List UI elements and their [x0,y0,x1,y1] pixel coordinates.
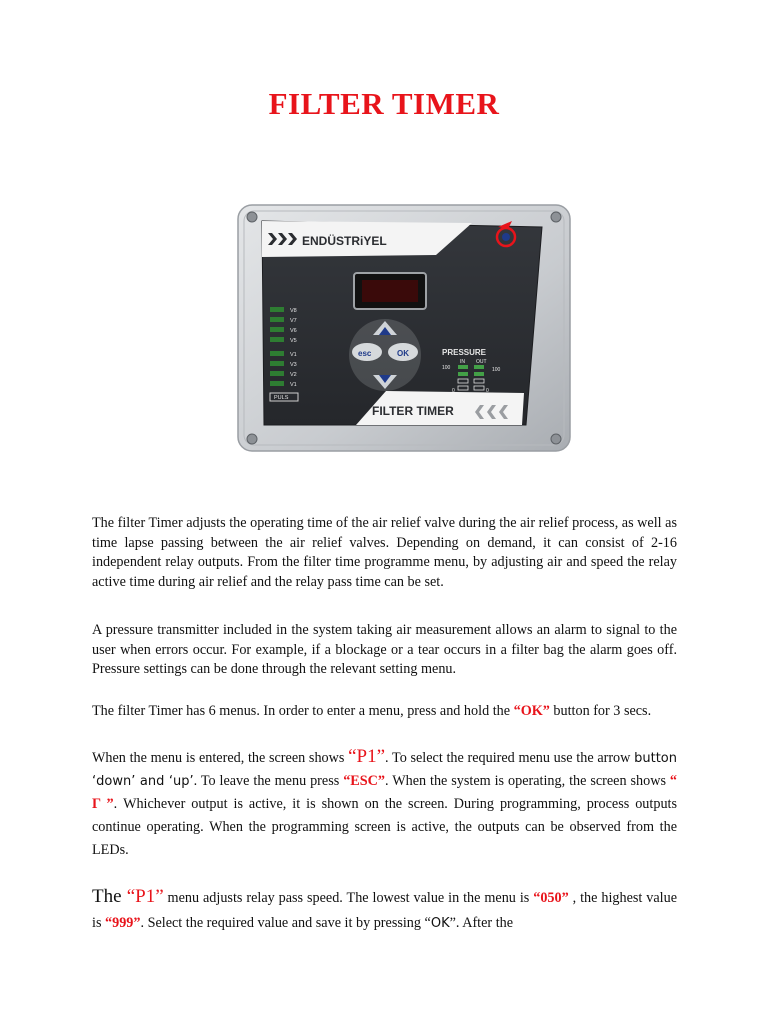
p1-menu-highlight: “P1” [126,886,164,907]
svg-text:V1: V1 [290,382,297,388]
filter-timer-device-image [236,203,572,453]
svg-text:V1: V1 [290,352,297,358]
svg-text:V8: V8 [290,308,297,314]
svg-text:IN: IN [460,359,465,365]
svg-text:PULS: PULS [274,395,289,401]
paragraph-menu-entry: When the menu is entered, the screen shows “P1”. To select the required menu use the arrow button ‘down’ and ‘up’. To leave the menu press “ESC”. When the system is operating, the screen shows “ Γ ”. Whichever output is active, it is shown on the screen. During programming, process outputs continue operating. When the programming screen is active, the outputs can be observed from the LEDs. [92,746,677,858]
paragraph-intro: The filter Timer adjusts the operating time of the air relief valve during the air relief process, as well as time lapse passing between the air relief valves. Depending on demand, it can consist of 2-16 independent relay outputs. From the filter time programme menu, by adjusting air and speed the relay active time during air relief and the relay pass time can be set. [92,515,677,590]
svg-text:OUT: OUT [476,359,487,365]
paragraph-pressure: A pressure transmitter included in the system taking air measurement allows an alarm to signal to the user when errors occur. For example, if a blockage or a tear occurs in a filter bag the alarm goes off. Pressure settings can be done through the relevant setting menu. [92,622,677,677]
svg-text:0: 0 [452,388,455,394]
document-title: FILTER TIMER [268,86,500,121]
svg-text:V2: V2 [290,372,297,378]
esc-highlight: “ESC” [343,773,385,789]
paragraph-menus: The filter Timer has 6 menus. In order to enter a menu, press and hold the “OK” button for 3 secs. [92,703,652,719]
navigation-keypad [349,319,421,391]
device-brand-label: ENDÜSTRiYEL [302,234,387,248]
min-value-highlight: “050” [533,890,569,906]
ok-highlight: “OK” [513,703,550,719]
svg-text:100: 100 [442,365,451,371]
svg-text:V3: V3 [290,362,297,368]
paragraph-p1-menu: The “P1” menu adjusts relay pass speed. The lowest value in the menu is “050” , the highest value is “999”. Select the required value and save it by pressing “OK”. After the [92,886,677,931]
esc-key-label: esc [358,349,372,358]
svg-text:V5: V5 [290,338,297,344]
svg-text:V7: V7 [290,318,297,324]
svg-text:V6: V6 [290,328,297,334]
svg-text:0: 0 [486,388,489,394]
device-panel-label: FILTER TIMER [372,404,454,418]
ok-key-label: OK [397,349,409,358]
gamma-highlight: “ Γ ” [92,773,677,812]
svg-text:100: 100 [492,367,501,373]
max-value-highlight: “999” [105,915,141,931]
p1-highlight: “P1” [348,746,386,767]
svg-text:PRESSURE: PRESSURE [442,348,487,357]
